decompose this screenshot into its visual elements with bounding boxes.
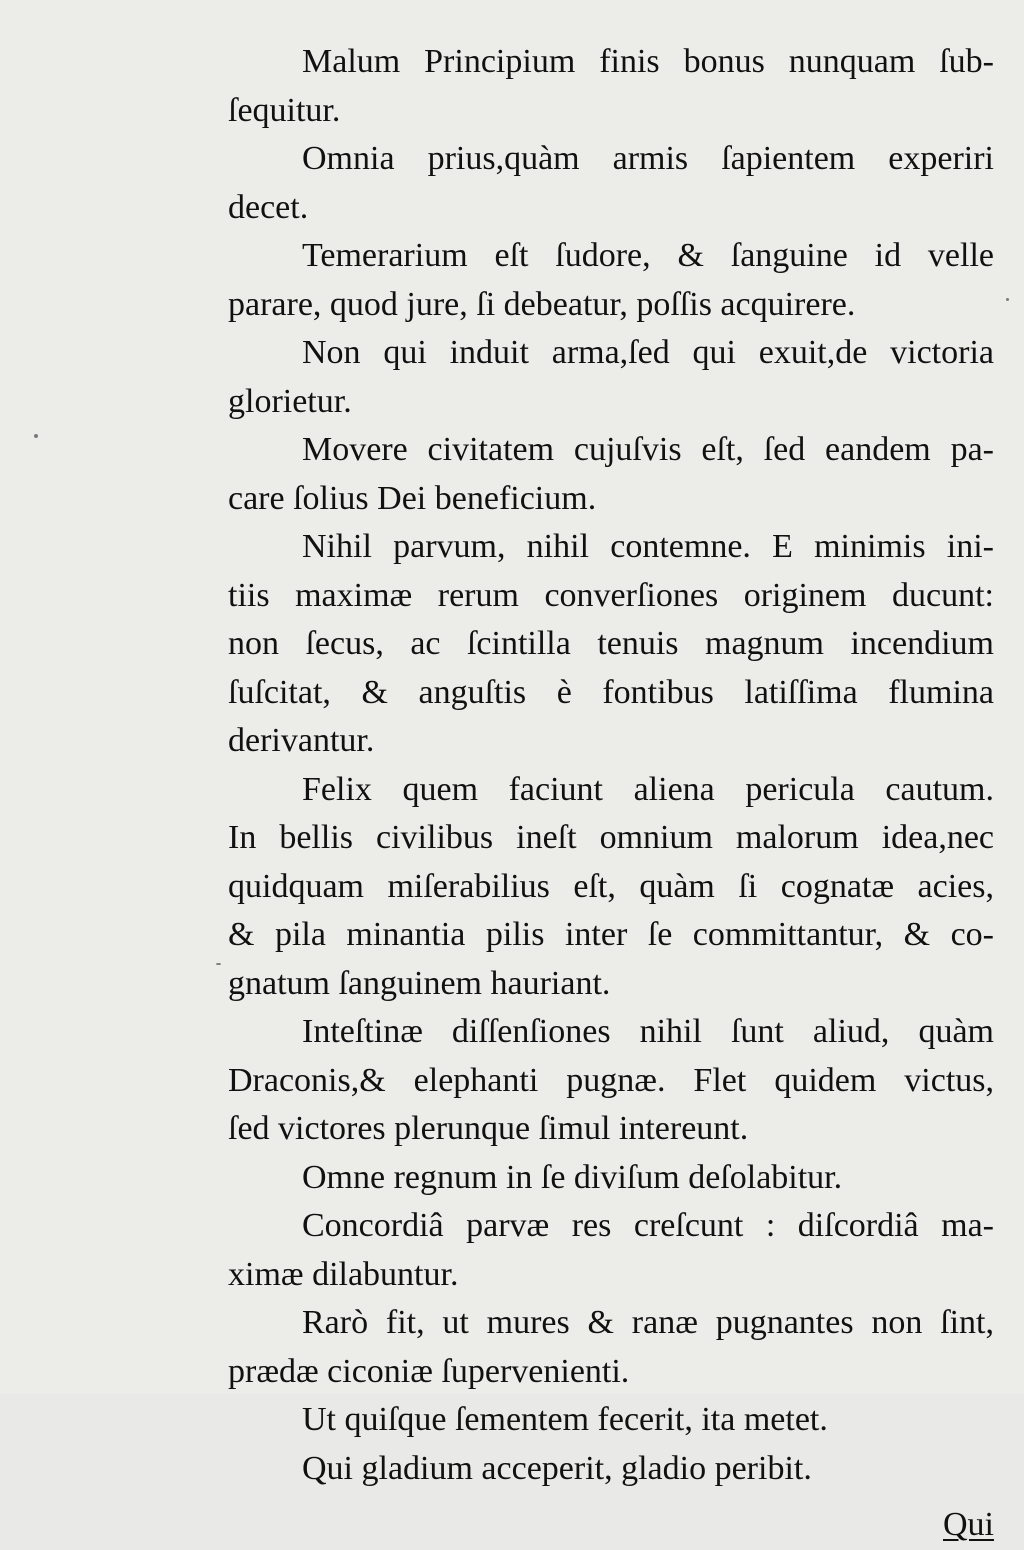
text-line: quidquam miſerabilius eſt, quàm ſi cognatæ acies, — [228, 867, 994, 905]
text-line: Felix quem faciunt aliena pericula cautum. — [302, 770, 994, 808]
text-line: & pila minantia pilis inter ſe committantur, & co- — [228, 916, 994, 953]
text-line: ſed victores plerunque ſimul intereunt. — [228, 1110, 749, 1147]
text-line: Nihil parvum, nihil contemne. E minimis ini- — [302, 528, 994, 565]
text-line: Omnia prius,quàm armis ſapientem experiri — [302, 140, 994, 177]
text-line: ſuſcitat, & anguſtis è fontibus latiſſima flumina — [228, 673, 994, 711]
catchword — [228, 1501, 994, 1550]
text-line: Concordiâ parvæ res creſcunt : diſcordiâ ma- — [302, 1207, 994, 1244]
text-line: glorietur. — [228, 382, 352, 420]
text-line: decet. — [228, 188, 309, 226]
text-line: Omne regnum in ſe diviſum deſolabitur. — [302, 1158, 843, 1196]
text-block — [228, 38, 994, 1550]
text-line: Qui gladium acceperit, gladio peribit. — [302, 1449, 812, 1487]
text-line: Draconis,& elephanti pugnæ. Flet quidem victus, — [228, 1061, 994, 1099]
margin-speck — [1006, 298, 1009, 301]
text-line: parare, quod jure, ſi debeatur, poſſis acquirere. — [228, 285, 856, 323]
text-line: Malum Principium finis bonus nunquam ſub- — [302, 43, 994, 80]
text-line: gnatum ſanguinem hauriant. — [228, 964, 611, 1002]
text-line: In bellis civilibus ineſt omnium malorum idea,nec — [228, 819, 994, 856]
text-line: non ſecus, ac ſcintilla tenuis magnum incendium — [228, 625, 994, 662]
catchword-text: Qui — [943, 1506, 994, 1543]
text-line: Temerarium eſt ſudore, & ſanguine id velle — [302, 237, 994, 274]
text-line: tiis maximæ rerum converſiones originem ducunt: — [228, 576, 994, 614]
margin-speck — [34, 434, 38, 438]
text-line: Ut quiſque ſementem fecerit, ita metet. — [302, 1401, 828, 1438]
text-line: Movere civitatem cujuſvis eſt, ſed eandem pa- — [302, 431, 994, 468]
text-line: prædæ ciconiæ ſupervenienti. — [228, 1352, 630, 1390]
text-line: ſequitur. — [228, 91, 341, 129]
text-line: derivantur. — [228, 722, 375, 759]
text-line: Inteſtinæ diſſenſiones nihil ſunt aliud, quàm — [302, 1013, 994, 1050]
text-line: care ſolius Dei beneficium. — [228, 479, 597, 517]
text-line: Rarò fit, ut mures & ranæ pugnantes non ſint, — [302, 1304, 994, 1341]
text-line: ximæ dilabuntur. — [228, 1255, 459, 1293]
margin-speck — [216, 963, 221, 965]
text-line: Non qui induit arma,ſed qui exuit,de victoria — [302, 334, 994, 371]
